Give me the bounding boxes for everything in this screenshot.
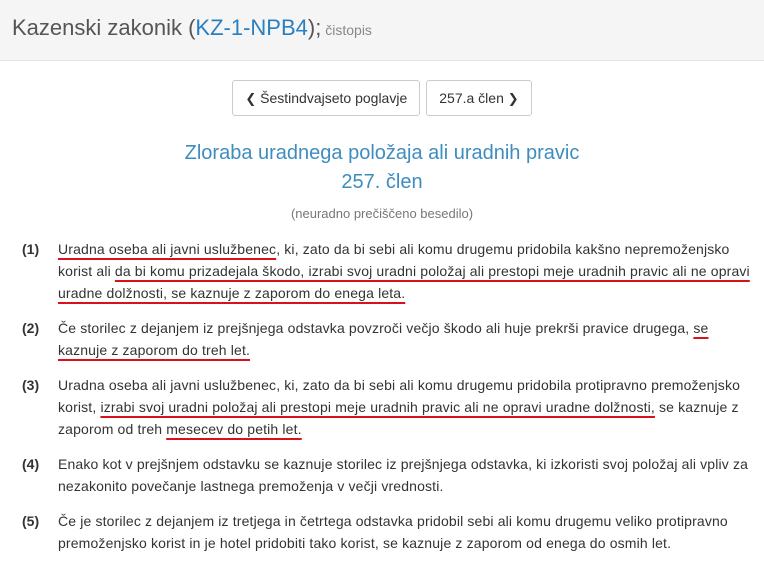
underlined-text: izrabi svoj uradni položaj ali prestopi meje uradnih pravic ali ne opravi uradne dolžnosti,	[100, 399, 655, 415]
law-title-prefix: Kazenski zakonik (	[12, 15, 196, 40]
paragraph-number: (1)	[22, 241, 40, 257]
law-version-label: čistopis	[321, 22, 372, 38]
text-segment: se kaznuje z zaporom od treh	[58, 399, 739, 437]
previous-chapter-label: Šestindvajseto poglavje	[260, 90, 408, 106]
paragraph	[22, 374, 754, 440]
text-segment: , ki, zato da bi sebi ali komu drugemu pridobila kakšno nepremoženjsko korist ali	[58, 241, 730, 279]
previous-chapter-button[interactable]	[232, 80, 420, 116]
paragraph-number: (2)	[22, 320, 40, 336]
chevron-right-icon: ❯	[507, 91, 519, 106]
paragraph-text	[58, 317, 754, 361]
text-segment: Enako kot v prejšnjem odstavku se kaznuje storilec iz prejšnjega odstavka, ki izkoristi svoj položaj ali vpliv za nezakonito povečanje lastnega premoženja v večji vrednosti.	[58, 456, 749, 494]
law-title-suffix: );	[307, 15, 322, 40]
paragraph-number: (5)	[22, 513, 40, 529]
paragraph	[22, 317, 754, 361]
underlined-text: da bi komu prizadejala škodo, izrabi svoj uradni položaj ali prestopi meje uradnih pravic ali ne opravi uradne dolžnosti, se kaznuje z zaporom do enega leta.	[58, 263, 750, 301]
chevron-left-icon: ❮	[245, 91, 257, 106]
law-code-link[interactable]: KZ-1-NPB4	[195, 15, 308, 40]
article-heading	[0, 139, 764, 197]
article-note: (neuradno prečiščeno besedilo)	[290, 206, 474, 221]
paragraph-number: (3)	[22, 377, 40, 393]
next-article-button[interactable]	[426, 80, 531, 116]
paragraph-text	[58, 510, 754, 554]
article-number: 257. člen	[341, 171, 423, 193]
paragraph	[22, 453, 754, 497]
law-title	[12, 15, 372, 41]
paragraph-number: (4)	[22, 456, 40, 472]
underlined-text: se kaznuje z zaporom do treh let.	[58, 320, 709, 358]
paragraph-text	[58, 453, 754, 497]
text-segment: Uradna oseba ali javni uslužbenec, ki, zato da bi sebi ali komu drugemu pridobila protipravno premoženjsko korist,	[58, 377, 741, 415]
paragraph	[22, 510, 754, 554]
article-title: Zloraba uradnega položaja ali uradnih pravic	[184, 142, 580, 164]
paragraph-text	[58, 374, 754, 440]
paragraph	[22, 238, 754, 304]
next-article-label: 257.a člen	[439, 90, 504, 106]
page-header	[0, 0, 764, 61]
article-paragraphs	[22, 238, 754, 567]
paragraph-text	[58, 238, 754, 304]
text-segment: Če je storilec z dejanjem iz tretjega in četrtega odstavka pridobil sebi ali komu drugemu veliko protipravno premoženjsko korist in je hotel pridobiti tako korist, se kaznuje z zaporom od enega do osmih let.	[58, 513, 728, 551]
underlined-text: mesecev do petih let.	[166, 421, 302, 437]
underlined-text: Uradna oseba ali javni uslužbenec	[58, 241, 277, 257]
text-segment: Če storilec z dejanjem iz prejšnjega odstavka povzroči večjo škodo ali huje prekrši pravice drugega,	[58, 320, 694, 336]
article-navigation	[0, 80, 764, 116]
